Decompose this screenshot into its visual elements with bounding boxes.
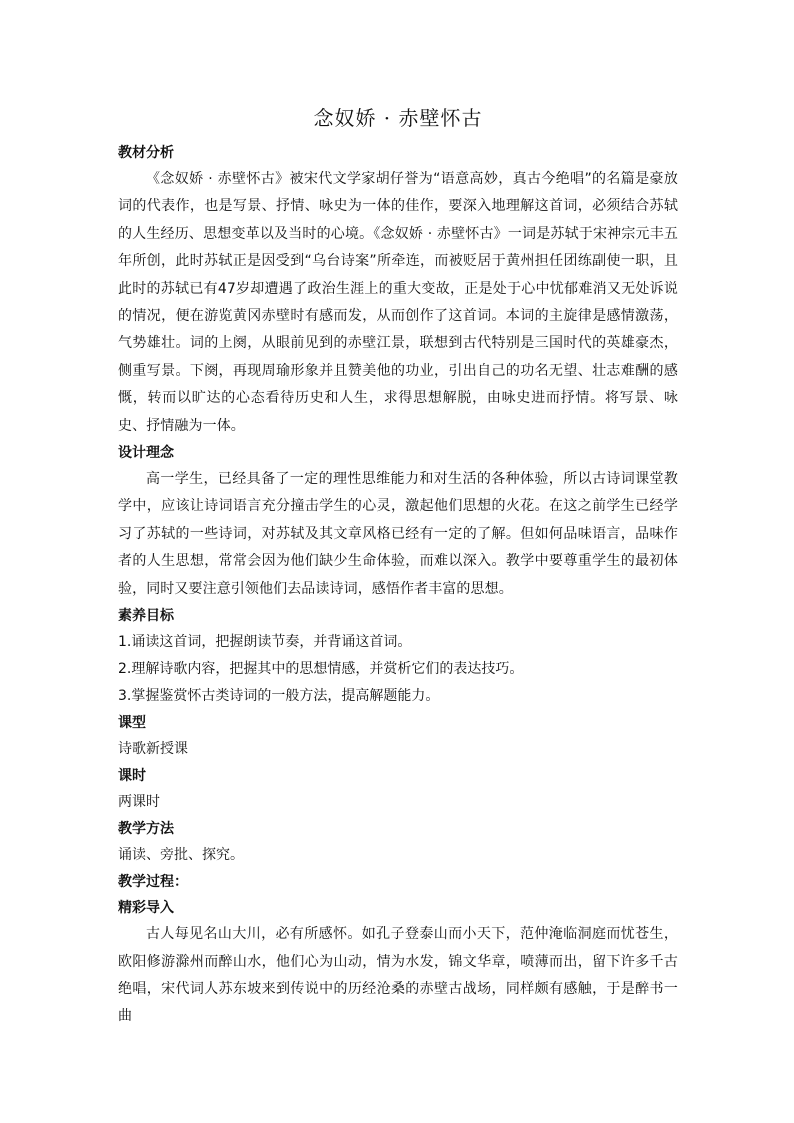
section-textbook-analysis [118,140,678,440]
section-paragraph: 古人每见名山大川，必有所感怀。如孔子登泰山而小天下，范仲淹临洞庭而忧苍生，欧阳修游滁州而醉山水，他们心为山动，情为水发，锦文华章，喷薄而出，留下许多千古绝唱，宋代词人苏东坡来到传说中的历经沧桑的赤壁古战场，同样颇有感触，于是醉书一曲 [118,926,678,1025]
section-teaching-process [118,869,678,895]
section-heading: 精彩导入 [118,900,174,917]
section-heading: 课型 [118,715,146,732]
section-heading: 教学方法 [118,821,174,838]
goal-item: 1.诵读这首词，把握朗读节奏，并背诵这首词。 [118,634,412,651]
document-content [118,96,678,1031]
section-design-concept [118,440,678,603]
section-value: 两课时 [118,794,160,811]
goal-item: 2.理解诗歌内容，把握其中的思想情感，并赏析它们的表达技巧。 [118,661,524,678]
section-teaching-method [118,816,678,869]
section-heading: 教学过程： [118,874,188,891]
section-lesson-type [118,710,678,763]
document-title: 念奴娇 · 赤壁怀古 [313,106,483,130]
section-introduction [118,895,678,1031]
section-heading: 课时 [118,768,146,785]
goal-item: 3.掌握鉴赏怀古类诗词的一般方法，提高解题能力。 [118,688,440,705]
section-heading: 教材分析 [118,145,174,161]
section-value: 诵读、旁批、探究。 [118,847,244,864]
section-paragraph: 《念奴娇 · 赤壁怀古》被宋代文学家胡仔誉为“语意高妙，真古今绝唱”的名篇是豪放词的代表作，也是写景、抒情、咏史为一体的佳作，要深入地理解这首词，必须结合苏轼的人生经历、思想变革以及当时的心境。《念奴娇 · 赤壁怀古》一词是苏轼于宋神宗元丰五年所创，此时苏轼正是因受到“乌台诗案”所牵连，而被贬居于黄州担任团练副使一职，且此时的苏轼已有47岁却遭遇了政治生涯上的重大变故，正是处于心中忧郁难消又无处诉说的情况，便在游览黄冈赤壁时有感而发，从而创作了这首词。本词的主旋律是感情激荡，气势雄壮。词的上阕，从眼前见到的赤壁江景，联想到古代特别是三国时代的英雄豪杰，侧重写景。下阕，再现周瑜形象并且赞美他的功业，引出自己的功名无望、壮志难酬的感慨，转而以旷达的心态看待历史和人生，求得思想解脱，由咏史进而抒情。将写景、咏史、抒情融为一体。 [118,171,678,434]
section-literacy-goals [118,603,678,710]
section-value: 诗歌新授课 [118,741,188,758]
section-paragraph: 高一学生，已经具备了一定的理性思维能力和对生活的各种体验，所以古诗词课堂教学中，应该让诗词语言充分撞击学生的心灵，激起他们思想的火花。在这之前学生已经学习了苏轼的一些诗词，对苏轼及其文章风格已经有一定的了解。但如何品味语言，品味作者的人生思想，常常会因为他们缺少生命体验，而难以深入。教学中要尊重学生的最初体验，同时又要注意引领他们去品读诗词，感悟作者丰富的思想。 [118,471,678,597]
section-heading: 素养目标 [118,608,174,625]
section-heading: 设计理念 [118,445,174,462]
section-class-hours [118,763,678,816]
